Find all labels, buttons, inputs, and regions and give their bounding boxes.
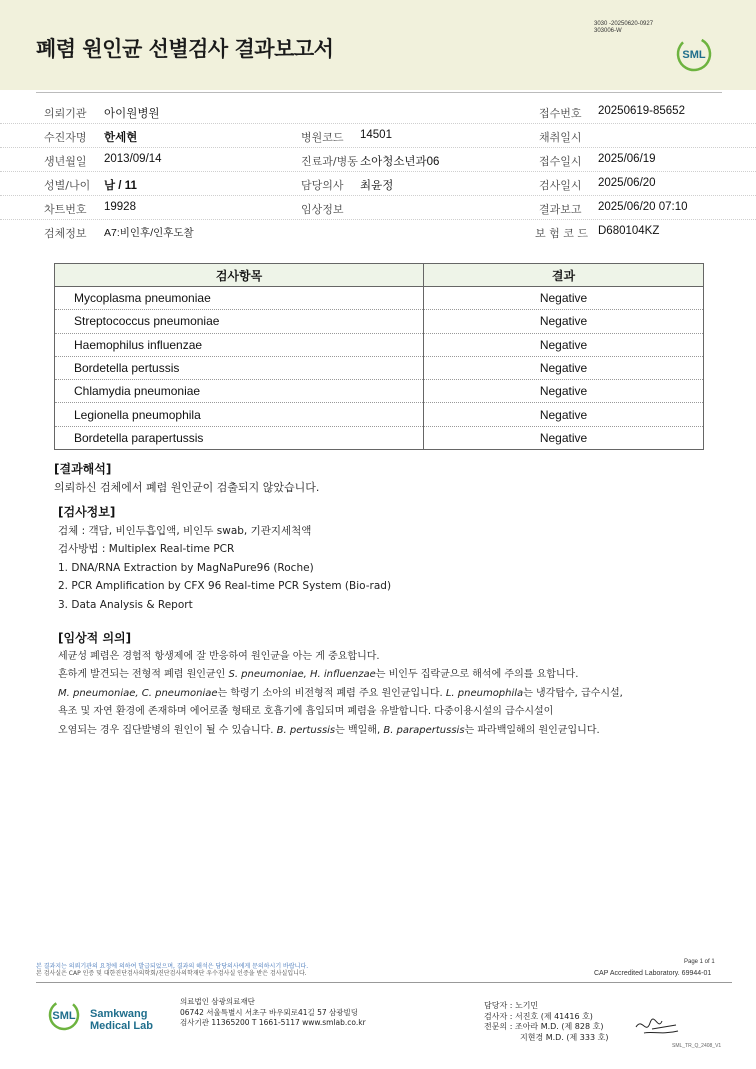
- info-row-3: [0, 148, 756, 172]
- clinical-line-1: 세균성 폐렴은 경험적 항생제에 잘 반응하여 원인균을 아는 게 중요합니다.: [58, 650, 380, 662]
- clinical-text: 오염되는 경우 집단발병의 원인이 될 수 있습니다.: [58, 724, 277, 736]
- chart-value: 19928: [104, 201, 136, 213]
- column-header-result: 결과: [424, 264, 704, 287]
- organism-name: B. parapertussis: [383, 724, 465, 736]
- hospital-code-label: 병원코드: [301, 131, 344, 144]
- table-row: [55, 380, 704, 403]
- sml-logo-text: SML: [682, 49, 706, 61]
- report-label: 결과보고: [539, 203, 582, 216]
- doctor-value: 최윤정: [360, 180, 394, 192]
- test-item-cell: Bordetella pertussis: [55, 356, 424, 379]
- column-header-test-item: 검사항목: [55, 264, 424, 287]
- test-info-line: 2. PCR Amplification by CFX 96 Real-time PCR System (Bio-rad): [58, 580, 392, 592]
- result-cell: Negative: [424, 403, 704, 426]
- signers-block: [484, 1001, 608, 1043]
- patient-value: 한세현: [104, 132, 138, 144]
- lab-address-line: 검사기관 11365200 T 1661-5117 www.smlab.co.kr: [180, 1018, 366, 1027]
- reception-date-value: 2025/06/19: [598, 153, 656, 165]
- document-code: [594, 21, 653, 35]
- clinical-meaning-heading: [임상적 의의]: [58, 631, 132, 645]
- hospital-code-value: 14501: [360, 129, 392, 141]
- result-cell: Negative: [424, 333, 704, 356]
- signer-line: 담당자 : 노기민: [484, 1001, 539, 1010]
- interpretation-section: [54, 460, 319, 497]
- insurance-value: D680104KZ: [598, 225, 660, 237]
- signer-line: 검사자 : 서진호 (제 41416 호): [484, 1011, 593, 1021]
- cap-accreditation: CAP Accredited Laboratory. 69944-01: [594, 970, 712, 977]
- report-title: 폐렴 원인균 선별검사 결과보고서: [36, 37, 334, 61]
- test-item-cell: Mycoplasma pneumoniae: [55, 287, 424, 310]
- info-row-6: [0, 220, 756, 244]
- info-row-5: [0, 196, 756, 220]
- test-info-line: 1. DNA/RNA Extraction by MagNaPure96 (Roche): [58, 561, 314, 574]
- clinical-line-4: 욕조 및 자연 환경에 존재하며 에어로졸 형태로 호흡기에 흡입되며 폐렴을 유발합니다. 다중이용시설의 급수시설이: [58, 706, 554, 717]
- birth-value: 2013/09/14: [104, 153, 162, 165]
- footer-divider: [36, 982, 732, 983]
- clinical-text: 흔하게 발견되는 전형적 폐렴 원인균인: [58, 669, 229, 680]
- lab-address: [180, 997, 366, 1029]
- signer-line: 지현경 M.D. (제 333 호): [520, 1032, 609, 1042]
- dept-label: 진료과/병동: [301, 155, 358, 168]
- organism-name: S. pneumoniae, H. influenzae: [228, 669, 376, 680]
- info-row-4: [0, 172, 756, 196]
- test-info-section: [58, 503, 391, 614]
- specimen-value: A7:비인후/인후도찰: [104, 227, 194, 239]
- reception-no-label: 접수번호: [539, 107, 582, 120]
- lab-name-line-2: Medical Lab: [90, 1020, 153, 1032]
- clinical-line-3: [58, 685, 623, 704]
- birth-label: 생년월일: [44, 155, 87, 168]
- result-cell: Negative: [424, 287, 704, 310]
- document-code-line-1: 3030 -20250620-0927: [594, 21, 654, 27]
- lab-name: [90, 1008, 153, 1032]
- results-table: [54, 263, 704, 450]
- signature-icon: [632, 1013, 682, 1043]
- test-info-line: 3. Data Analysis & Report: [58, 598, 193, 611]
- lab-address-line: 06742 서울특별시 서초구 바우뫼로41길 57 삼광빌딩: [180, 1007, 359, 1017]
- result-cell: Negative: [424, 426, 704, 449]
- clinical-line-2: [58, 666, 623, 685]
- test-item-cell: Chlamydia pneumoniae: [55, 380, 424, 403]
- doctor-label: 담당의사: [301, 179, 344, 192]
- agency-label: 의뢰기관: [44, 107, 87, 120]
- clinical-text: 는 파라백일해의 원인균입니다.: [464, 724, 600, 736]
- sex-age-value: 남 / 11: [104, 180, 137, 192]
- info-row-1: [0, 100, 756, 124]
- page-number: Page 1 of 1: [684, 959, 715, 965]
- result-cell: Negative: [424, 380, 704, 403]
- footer-notice-2: 본 검사실은 CAP 인증 및 대한진단검사의학회/진단검사의학재단 우수검사실 인증을 받은 검사실입니다.: [36, 970, 307, 977]
- test-info-line: 검사방법 : Multiplex Real-time PCR: [58, 543, 235, 555]
- table-row: [55, 333, 704, 356]
- patient-label: 수진자명: [44, 131, 87, 144]
- table-row: [55, 403, 704, 426]
- organism-name: B. pertussis: [276, 724, 336, 736]
- interpretation-text: 의뢰하신 검체에서 폐렴 원인균이 검출되지 않았습니다.: [54, 480, 320, 494]
- dept-value: 소아청소년과06: [360, 156, 440, 168]
- test-item-cell: Bordetella parapertussis: [55, 426, 424, 449]
- report-value: 2025/06/20 07:10: [598, 201, 688, 213]
- header-divider: [36, 92, 722, 93]
- table-row: [55, 356, 704, 379]
- reception-no-value: 20250619-85652: [598, 105, 685, 117]
- test-date-value: 2025/06/20: [598, 177, 656, 189]
- footer-notice-1: 본 결과지는 의뢰기관의 요청에 의하여 발급되었으며, 결과의 해석은 담당의사에게 문의하시기 바랍니다.: [36, 963, 309, 970]
- table-row: [55, 310, 704, 333]
- result-cell: Negative: [424, 356, 704, 379]
- interpretation-heading: [결과해석]: [54, 462, 112, 476]
- test-item-cell: Legionella pneumophila: [55, 403, 424, 426]
- document-code-line-2: 303006-W: [594, 28, 622, 34]
- result-cell: Negative: [424, 310, 704, 333]
- sml-footer-logo-icon: [44, 999, 88, 1031]
- clinical-text: 는 냉각탑수, 급수시설,: [523, 687, 623, 699]
- test-date-label: 검사일시: [539, 179, 582, 192]
- test-item-cell: Streptococcus pneumoniae: [55, 310, 424, 333]
- chart-label: 차트번호: [44, 203, 87, 216]
- test-item-cell: Haemophilus influenzae: [55, 333, 424, 356]
- sml-footer-logo-text: SML: [52, 1010, 76, 1022]
- info-row-2: [0, 124, 756, 148]
- lab-name-line-1: Samkwang: [90, 1008, 148, 1020]
- organism-name: L. pneumophila: [445, 687, 524, 699]
- table-row: [55, 287, 704, 310]
- clinical-meaning-section: [58, 629, 623, 740]
- organism-name: M. pneumoniae, C. pneumoniae: [58, 687, 218, 699]
- agency-value: 아이원병원: [104, 108, 160, 120]
- sex-age-label: 성별/나이: [44, 179, 91, 192]
- test-info-heading: [검사정보]: [58, 505, 116, 519]
- specimen-label: 검체정보: [44, 227, 87, 240]
- clinical-line-5: [58, 722, 623, 741]
- collect-date-label: 채취일시: [539, 131, 582, 144]
- signer-line: 전문의 : 조아라 M.D. (제 828 호): [484, 1022, 604, 1031]
- clinical-text: 는 백일해,: [335, 724, 384, 736]
- report-header: [0, 0, 756, 90]
- insurance-label: 보 험 코 드: [535, 227, 588, 240]
- clinical-text: 는 비인두 집락균으로 해석에 주의를 요합니다.: [375, 669, 579, 680]
- clinical-label: 임상정보: [301, 203, 344, 216]
- table-row: [55, 426, 704, 449]
- form-version: SML_TR_Q_2408_V1: [672, 1043, 722, 1049]
- clinical-text: 는 학령기 소아의 비전형적 폐렴 주요 원인균입니다.: [217, 687, 446, 699]
- sml-logo-icon: [675, 35, 713, 73]
- results-header-row: [55, 264, 704, 287]
- lab-address-line: 의료법인 삼광의료재단: [180, 997, 255, 1006]
- test-info-line: 검체 : 객담, 비인두흡입액, 비인두 swab, 기관지세척액: [58, 524, 312, 537]
- reception-date-label: 접수일시: [539, 155, 582, 168]
